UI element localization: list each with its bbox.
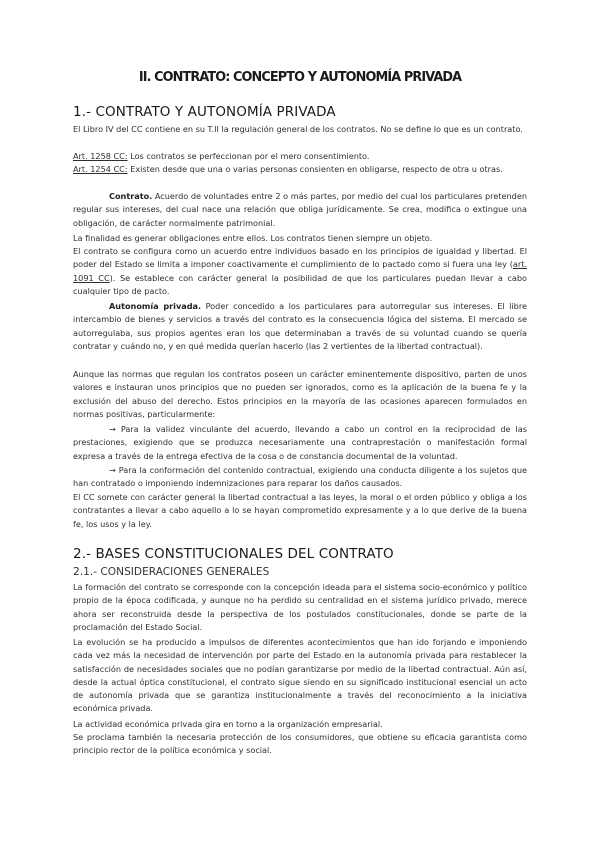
paragraph-aunque-normas: Aunque las normas que regulan los contratos poseen un carácter eminentemente dispositivo, parten de unos valores e instauran unos principios que no pueden ser ignorados, como es la aplicación de la buena fe y la exclusión del abuso del derecho. Estos principios en la mayoría de las ocasiones aparecen formulados en normas positivas, particularmente: [73,369,527,419]
article-1258-reference[interactable]: Art. 1258 CC: [73,151,128,161]
paragraph-evolucion: La evolución se ha producido a impulsos de diferentes acontecimientos que han ido forjando e imponiendo cada vez más la necesidad de intervención por parte del Estado en la autonomía privada para restablecer la satisfacción de necesidades sociales que no podían garantizarse por medio de la libertad contractual. Aún así, desde la actual óptica constitucional, el contrato sigue siendo en su significado institucional esencial un acto de autonomía privada que se garantiza institucionalmente a través del reconocimiento a la iniciativa económica privada. [73,637,527,714]
paragraph-configuracion [73,245,527,298]
subsection-2-1-heading: 2.1.- CONSIDERACIONES GENERALES [73,566,270,578]
paragraph-actividad-economica: La actividad económica privada gira en torno a la organización empresarial. [73,719,383,729]
contrato-term: Contrato. [109,191,153,201]
configuracion-text-a: El contrato se configura como un acuerdo entre individuos basado en los principios de igualdad y libertad. El poder del Estado se limita a imponer coactivamente el cumplimiento de lo pactado como si fuera una ley ( [73,246,527,270]
paragraph-finalidad: La finalidad es generar obligaciones entre ellos. Los contratos tienen siempre un objeto. [73,233,433,243]
section-1-heading: 1.- CONTRATO Y AUTONOMÍA PRIVADA [73,104,336,120]
paragraph-autonomia-privada [73,300,527,353]
autonomia-privada-text: Poder concedido a los particulares para autorregular sus intereses. El libre intercambio de bienes y servicios a través del contrato es la consecuencia lógica del sistema. El mercado se autorregulaba, sus propios agentes eran los que determinaban a través de su voluntad cuando se quería contratar y cuándo no, y en qué medida querían hacerlo (las 2 vertientes de la libertad contractual). [73,301,528,351]
article-1258-text: Los contratos se perfeccionan por el mero consentimiento. [127,151,370,161]
section-2-heading: 2.- BASES CONSTITUCIONALES DEL CONTRATO [73,546,394,562]
article-1254-text: Existen desde que una o varias personas consienten en obligarse, respecto de otra u otras. [127,164,503,174]
autonomia-privada-term: Autonomía privada. [109,301,202,311]
article-1254-reference[interactable]: Art. 1254 CC: [73,164,128,174]
paragraph-art-1254 [73,163,527,176]
contrato-definition-text: Acuerdo de voluntades entre 2 o más partes, por medio del cual los particulares pretenden regular sus intereses, del cual nace una relación que obliga jurídicamente. Se crea, modifica o extingue una obligación, de carácter normalmente patrimonial. [73,191,527,228]
paragraph-libro-iv: El Libro IV del CC contiene en su T.II la regulación general de los contratos. No se define lo que es un contrato. [73,124,523,134]
document-title: II. CONTRATO: CONCEPTO Y AUTONOMÍA PRIVADA [138,70,462,85]
paragraph-proteccion-consumidores: Se proclama también la necesaria protección de los consumidores, que obtiene su eficacia garantista como principio rector de la política económica y social. [73,732,527,756]
bullet-conformacion-contenido: → Para la conformación del contenido contractual, exigiendo una conducta diligente a los sujetos que han contratado o imponiendo indemnizaciones para reparar los daños causados. [73,465,527,489]
paragraph-art-1258 [73,150,527,163]
bullet-validez-vinculante: → Para la validez vinculante del acuerdo, llevando a cabo un control en la reciprocidad de las prestaciones, exigiendo que se produzca necesariamente una contraprestación o manifestación formal expresa a través de la entrega efectiva de la cosa o de constancia documental de la voluntad. [73,424,527,461]
configuracion-text-b: ). Se establece con carácter general la posibilidad de que los particulares puedan llevar a cabo cualquier tipo de pacto. [73,272,527,296]
paragraph-contrato-definition [73,190,527,230]
paragraph-cc-somete: El CC somete con carácter general la libertad contractual a las leyes, la moral o el orden público y obliga a los contratantes a llevar a cabo aquello a lo se hayan comprometido expresamente y a lo que derive de la buena fe, los usos y la ley. [73,492,527,529]
article-1091-reference[interactable]: art. 1091 CC [73,259,527,283]
paragraph-formacion-contrato: La formación del contrato se corresponde con la concepción ideada para el sistema socio-económico y político propio de la época codificada, y aunque no ha perdido su centralidad en el sistema jurídico privado, merece ahora ser reconstruida desde la perspectiva de los postulados constitucionales, donde se parte de la proclamación del Estado Social. [73,582,527,632]
